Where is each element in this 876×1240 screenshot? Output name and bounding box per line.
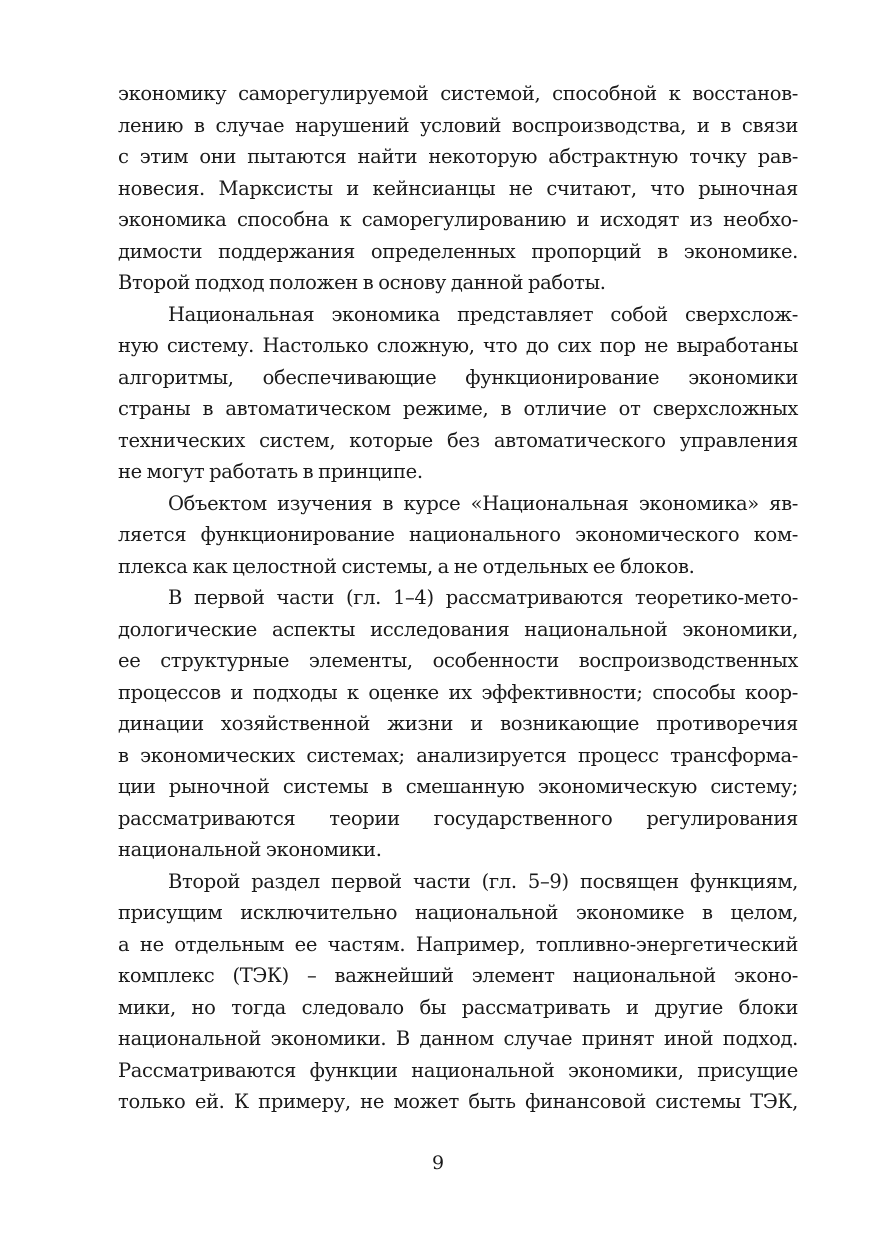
text-line: а не отдельным ее частям. Например, топливно-энергетический: [118, 932, 798, 956]
text-line: алгоритмы, обеспечивающие функционирование экономики: [118, 365, 798, 389]
text-line: процессов и подходы к оценке их эффективности; способы коор-: [118, 680, 798, 704]
text-line: Объектом изучения в курсе «Национальная экономика» яв-: [168, 491, 798, 515]
text-line: национальной экономики.: [118, 838, 382, 861]
text-line: Рассматриваются функции национальной экономики, присущие: [118, 1058, 798, 1082]
text-line: В первой части (гл. 1–4) рассматриваются теоретико-мето-: [168, 586, 798, 609]
text-line: с этим они пытаются найти некоторую абстрактную точку рав-: [118, 145, 798, 168]
paragraph-5: [118, 866, 798, 1118]
text-line: страны в автоматическом режиме, в отличие от сверхсложных: [118, 397, 798, 420]
text-line: динации хозяйственной жизни и возникающие противоречия: [118, 712, 798, 735]
text-line: новесия. Марксисты и кейнсианцы не считают, что рыночная: [118, 176, 798, 200]
text-line: рассматриваются теории государственного регулирования: [118, 806, 798, 830]
text-line: комплекс (ТЭК) – важнейший элемент национальной эконо-: [118, 964, 798, 987]
text-line: национальной экономики. В данном случае принят иной подход.: [118, 1027, 798, 1050]
page-body: [118, 78, 798, 1118]
paragraph-1: [118, 78, 798, 299]
page-number: 9: [431, 1152, 445, 1174]
text-line: технических систем, которые без автоматического управления: [118, 428, 798, 452]
text-line: в экономических системах; анализируется процесс трансформа-: [118, 743, 798, 767]
text-line: не могут работать в принципе.: [118, 460, 423, 483]
text-line: только ей. К примеру, не может быть финансовой системы ТЭК,: [118, 1090, 798, 1113]
text-line: экономика способна к саморегулированию и исходят из необхо-: [118, 208, 798, 231]
text-line: димости поддержания определенных пропорций в экономике.: [118, 239, 798, 263]
text-line: плекса как целостной системы, а не отдельных ее блоков.: [118, 554, 695, 578]
text-line: ляется функционирование национального экономического ком-: [118, 523, 798, 546]
text-line: ее структурные элементы, особенности воспроизводственных: [118, 649, 798, 672]
text-line: ную систему. Настолько сложную, что до сих пор не выработаны: [118, 334, 798, 357]
text-line: экономику саморегулируемой системой, способной к восстанов-: [118, 82, 798, 105]
paragraph-2: [118, 299, 798, 488]
text-line: Второй раздел первой части (гл. 5–9) посвящен функциям,: [168, 869, 798, 893]
text-line: ции рыночной системы в смешанную экономическую систему;: [118, 775, 798, 798]
text-line: лению в случае нарушений условий воспроизводства, и в связи: [118, 113, 798, 137]
paragraph-4: [118, 582, 798, 866]
text-line: Национальная экономика представляет собой сверхслож-: [168, 302, 798, 326]
text-line: дологические аспекты исследования национальной экономики,: [118, 617, 798, 641]
text-line: мики, но тогда следовало бы рассматривать и другие блоки: [118, 995, 798, 1019]
text-line: присущим исключительно национальной экономике в целом,: [118, 901, 798, 924]
paragraph-3: [118, 488, 798, 583]
text-line: Второй подход положен в основу данной работы.: [118, 271, 606, 294]
